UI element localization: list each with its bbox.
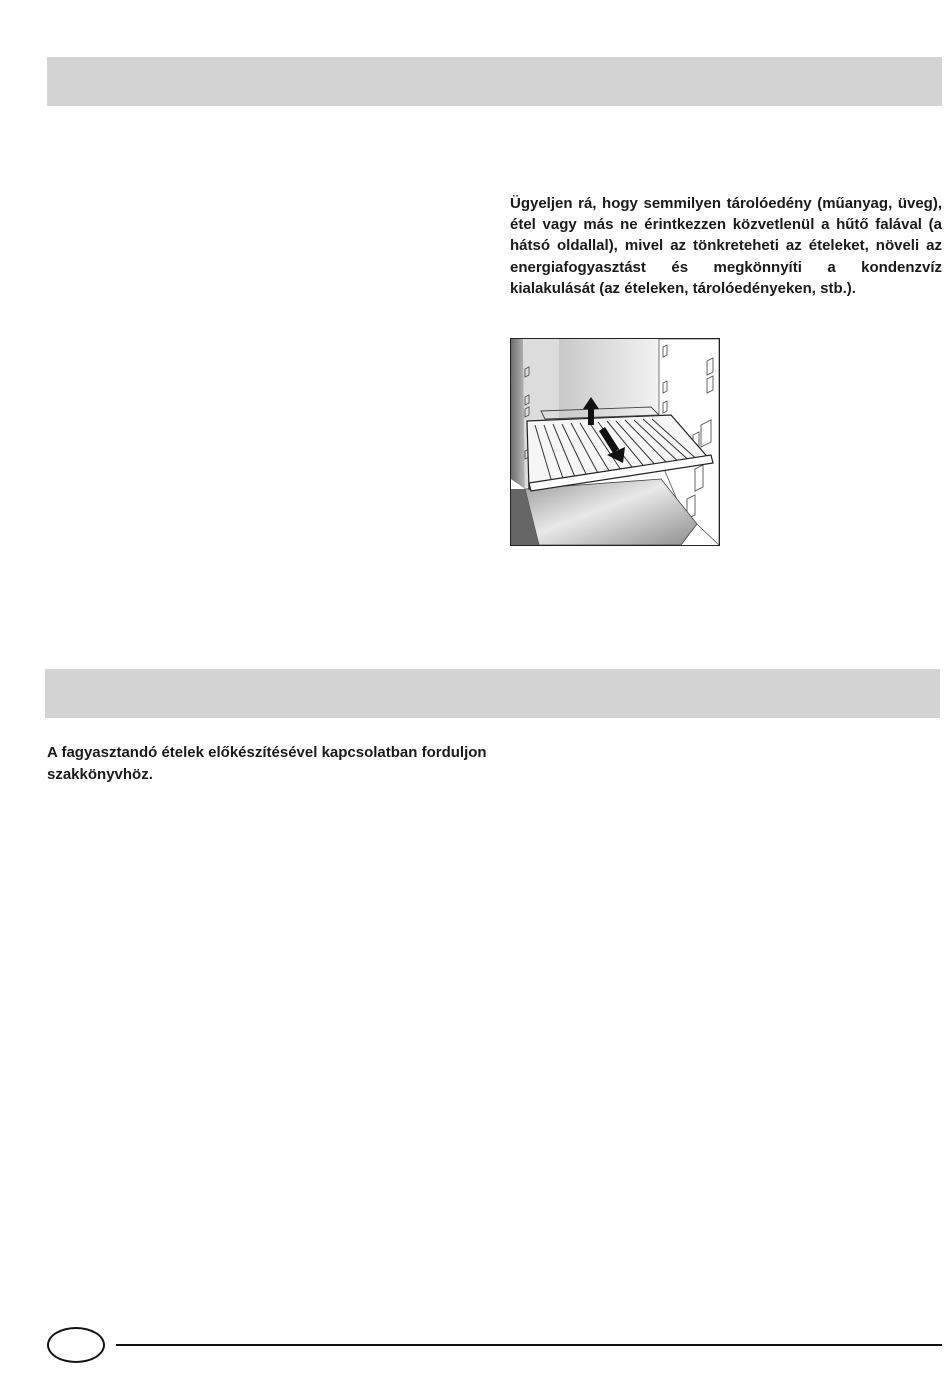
left-wall: [511, 339, 525, 489]
footer-rule: [116, 1344, 942, 1346]
page-number-oval: [47, 1327, 105, 1363]
section-header-band-middle: [45, 669, 940, 718]
freezing-preparation-note: A fagyasztandó ételek előkészítésével kapcsolatban forduljon szakkönyvhöz.: [47, 744, 487, 783]
fridge-shelf-drawing: [511, 339, 719, 545]
wall-contact-warning: Ügyeljen rá, hogy semmilyen tárolóedény (műanyag, üveg), étel vagy más ne érintkezzen közvetlenül a hűtő falával (a hátsó oldallal), mivel az tönkreteheti az ételeket, növeli az energiafogyasztást és megkönnyíti a kondenzvíz kialakulását (az ételeken, tárolóedényeken, stb.).: [510, 195, 942, 297]
crisper-lid: [525, 479, 697, 545]
fridge-shelf-figure: [510, 338, 720, 546]
section-header-band-top: [47, 57, 942, 106]
